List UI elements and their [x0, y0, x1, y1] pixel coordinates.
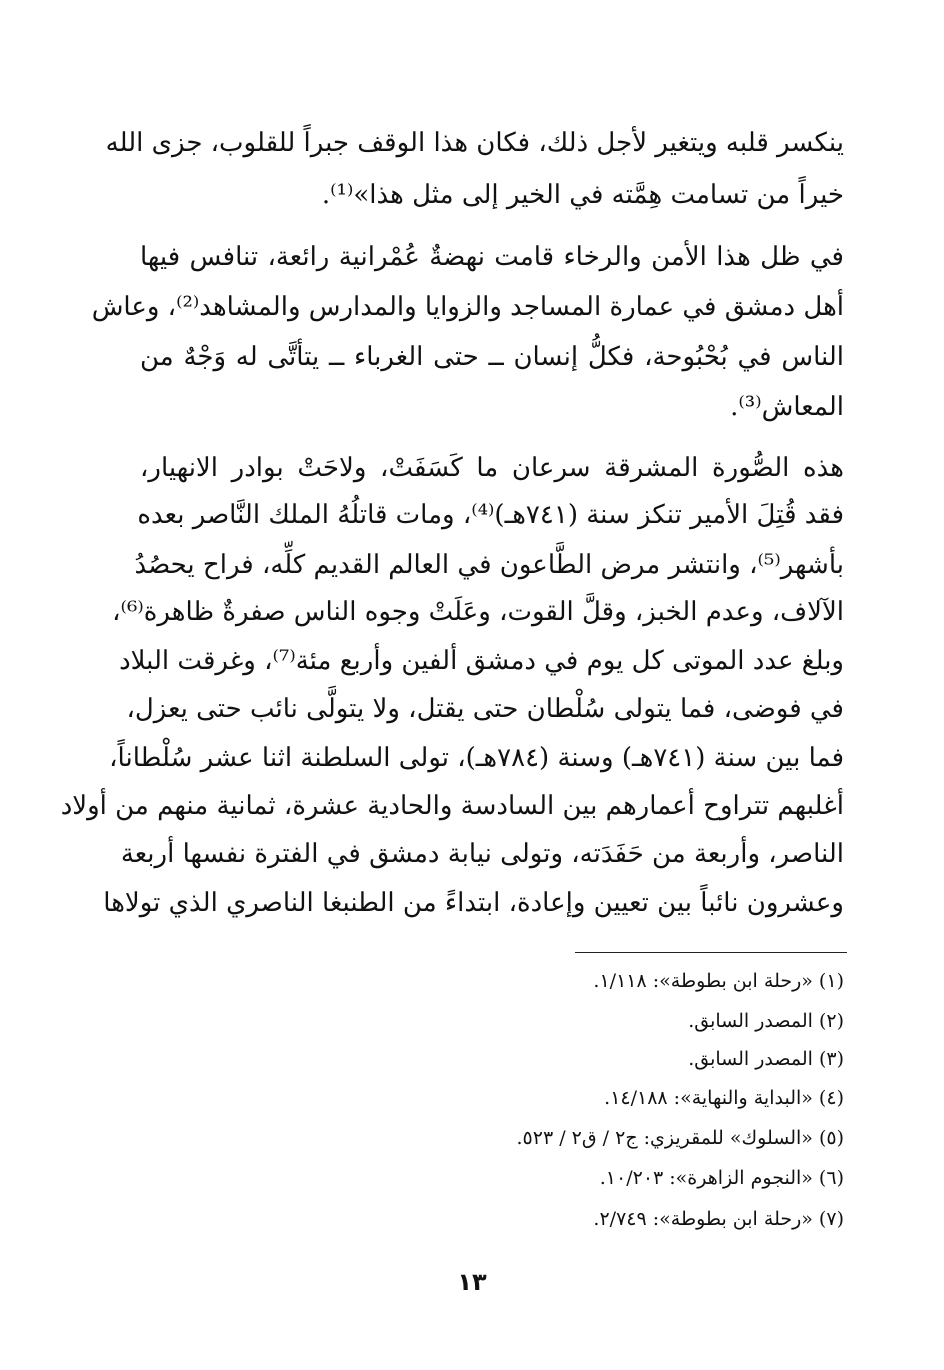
body-line: خيراً من تسامت هِمَّته في الخير إلى مثل هذا»⁽¹⁾.: [321, 180, 844, 210]
body-line: وبلغ عدد الموتى كل يوم في دمشق ألفين وأربع مئة⁽⁷⁾، وغرقت البلاد: [119, 646, 844, 676]
footnote: (١) «رحلة ابن بطوطة»: ١/١١٨.: [593, 970, 844, 992]
body-line: فقد قُتِلَ الأمير تنكز سنة (٧٤١هـ)⁽⁴⁾، ومات قاتلُهُ الملك النَّاصر بعده: [137, 500, 844, 530]
body-line: أغلبهم تتراوح أعمارهم بين السادسة والحادية عشرة، ثمانية منهم من أولاد: [60, 791, 844, 821]
footnote-divider: [575, 952, 847, 953]
footnote: (٢) المصدر السابق.: [688, 1010, 844, 1032]
footnote: (٤) «البداية والنهاية»: ١٤/١٨٨.: [604, 1087, 844, 1109]
body-line: الناس في بُحْبُوحة، فكلُّ إنسان ــ حتى الغرباء ــ يتأتَّى له وَجْهٌ من: [140, 342, 844, 372]
body-line: أهل دمشق في عمارة المساجد والزوايا والمدارس والمشاهد⁽²⁾، وعاش: [91, 292, 844, 322]
body-line: في فوضى، فما يتولى سُلْطان حتى يقتل، ولا يتولَّى نائب حتى يعزل،: [126, 694, 844, 724]
body-line: المعاش⁽³⁾.: [730, 392, 844, 422]
body-line: وعشرون نائباً بين تعيين وإعادة، ابتداءً من الطنبغا الناصري الذي تولاها: [103, 888, 844, 918]
body-line: بأشهر⁽⁵⁾، وانتشر مرض الطَّاعون في العالم القديم كلِّه، فراح يحصُدُ: [134, 550, 844, 580]
body-line: فما بين سنة (٧٤١هـ) وسنة (٧٨٤هـ)، تولى السلطنة اثنا عشر سُلْطاناً،: [109, 743, 844, 773]
footnote: (٥) «السلوك» للمقريزي: ج٢ / ق٢ / ٥٢٣.: [516, 1127, 844, 1149]
body-line: في ظل هذا الأمن والرخاء قامت نهضةٌ عُمْرانية رائعة، تنافس فيها: [140, 242, 844, 272]
body-line: الآلاف، وعدم الخبز، وقلَّ القوت، وعَلَتْ وجوه الناس صفرةٌ ظاهرة⁽⁶⁾،: [112, 597, 844, 627]
footnote: (٧) «رحلة ابن بطوطة»: ٢/٧٤٩.: [593, 1208, 844, 1230]
footnote: (٦) «النجوم الزاهرة»: ١٠/٢٠٣.: [599, 1167, 844, 1189]
footnote: (٣) المصدر السابق.: [688, 1048, 844, 1070]
body-line: ينكسر قلبه ويتغير لأجل ذلك، فكان هذا الوقف جبراً للقلوب، جزى الله: [105, 128, 844, 158]
body-line: هذه الصُّورة المشرقة سرعان ما كَسَفَتْ، ولاحَتْ بوادر الانهيار،: [140, 453, 844, 483]
page-number: ١٣: [457, 1268, 487, 1296]
body-line: الناصر، وأربعة من حَفَدَته، وتولى نيابة دمشق في الفترة نفسها أربعة: [120, 839, 844, 869]
